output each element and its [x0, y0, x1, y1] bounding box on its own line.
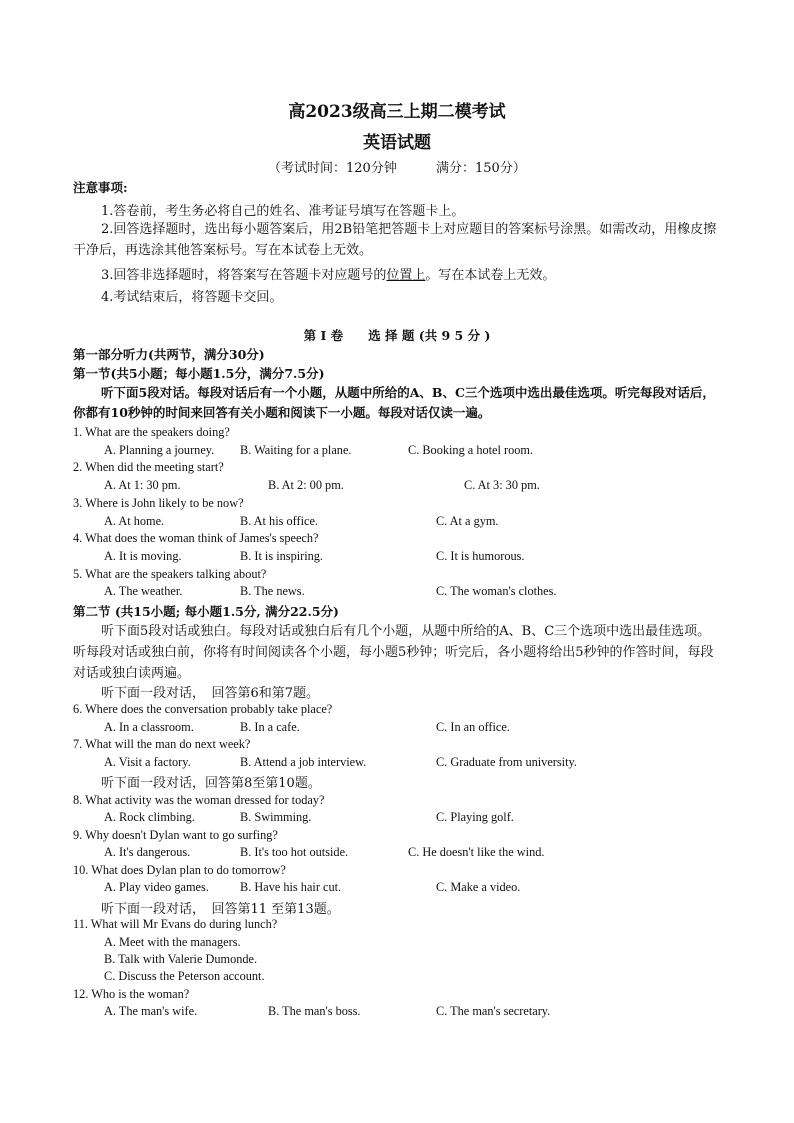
q10-option-b: B. Have his hair cut.	[240, 880, 342, 894]
q5-option-b: B. The news.	[240, 584, 305, 598]
q9-option-b: B. It's too hot outside.	[240, 845, 349, 859]
q12-option-a: A. The man's wife.	[104, 1004, 198, 1018]
q11-option-b: B. Talk with Valerie Dumonde.	[104, 952, 258, 966]
cue-q8-10: 听下面一段对话，回答第8至第10题。	[101, 776, 321, 791]
cue-q6-7: 听下面一段对话， 回答第6和第7题。	[101, 686, 320, 701]
note-1: 1.答卷前，考生务必将自己的姓名、准考证号填写在答题卡上。	[101, 204, 465, 219]
exam-title: 高2023级高三上期二模考试	[288, 102, 506, 122]
question-12: 12. Who is the woman?	[73, 987, 190, 1001]
q3-option-c: C. At a gym.	[436, 514, 499, 528]
q7-option-b: B. Attend a job interview.	[240, 755, 367, 769]
q4-option-c: C. It is humorous.	[436, 549, 525, 563]
q1-option-a: A. Planning a journey.	[104, 443, 215, 457]
question-8: 8. What activity was the woman dressed for today?	[73, 793, 325, 807]
q1-option-b: B. Waiting for a plane.	[240, 443, 352, 457]
note-4: 4.考试结束后，将答题卡交回。	[101, 290, 283, 305]
question-11: 11. What will Mr Evans do during lunch?	[73, 917, 278, 931]
volume-title: 第 I 卷 选 择 题 (共 9 5 分 )	[303, 328, 491, 343]
q8-option-b: B. Swimming.	[240, 810, 312, 824]
exam-subtitle: 英语试题	[363, 133, 431, 153]
question-6: 6. Where does the conversation probably take place?	[73, 702, 333, 716]
q8-option-c: C. Playing golf.	[436, 810, 514, 824]
question-10: 10. What does Dylan plan to do tomorrow?	[73, 863, 286, 877]
q7-option-a: A. Visit a factory.	[104, 755, 191, 769]
q9-option-a: A. It's dangerous.	[104, 845, 191, 859]
q9-option-c: C. He doesn't like the wind.	[408, 845, 545, 859]
question-1: 1. What are the speakers doing?	[73, 425, 230, 439]
exam-time: （考试时间：120分钟	[268, 161, 397, 176]
q2-option-b: B. At 2: 00 pm.	[268, 478, 344, 492]
q11-option-a: A. Meet with the managers.	[104, 935, 241, 949]
q3-option-b: B. At his office.	[240, 514, 318, 528]
q11-option-c: C. Discuss the Peterson account.	[104, 969, 265, 983]
q2-option-c: C. At 3: 30 pm.	[464, 478, 540, 492]
q6-option-a: A. In a classroom.	[104, 720, 194, 734]
q5-option-a: A. The weather.	[104, 584, 183, 598]
q10-option-c: C. Make a video.	[436, 880, 521, 894]
cue-q11-13: 听下面一段对话， 回答第11 至第13题。	[101, 902, 340, 917]
section2-heading: 第二节 (共15小题; 每小题1.5分, 满分22.5分)	[73, 604, 339, 619]
q8-option-a: A. Rock climbing.	[104, 810, 195, 824]
q7-option-c: C. Graduate from university.	[436, 755, 577, 769]
section1-instructions: 听下面5段对话。每段对话后有一个小题，从题中所给的A、B、C三个选项中选出最佳选项。听完每段对话后，你都有10秒钟的时间来回答有关小题和阅读下一小题。每段对话仅读一遍。	[73, 385, 715, 420]
q6-option-b: B. In a cafe.	[240, 720, 300, 734]
q6-option-c: C. In an office.	[436, 720, 510, 734]
q2-option-a: A. At 1: 30 pm.	[104, 478, 181, 492]
section2-instructions: 听下面5段对话或独白。每段对话或独白后有几个小题，从题中所给的A、B、C三个选项中选出最佳选项。听每段对话或独白前，你将有时间阅读各个小题，每小题5秒钟；听完后，各小题将给出5秒钟的作答时间，每段对话或独白读两遍。	[73, 624, 714, 681]
question-4: 4. What does the woman think of James's speech?	[73, 531, 319, 545]
note-2: 2.回答选择题时，选出每小题答案后，用2B铅笔把答题卡上对应题目的答案标号涂黑。如需改动，用橡皮擦干净后，再选涂其他答案标号。写在本试卷上无效。	[73, 222, 717, 258]
section1-heading: 第一节(共5小题；每小题1.5分，满分7.5分)	[73, 366, 325, 381]
q3-option-a: A. At home.	[104, 514, 165, 528]
notes-heading: 注意事项:	[73, 180, 128, 195]
question-9: 9. Why doesn't Dylan want to go surfing?	[73, 828, 278, 842]
q1-option-c: C. Booking a hotel room.	[408, 443, 534, 457]
question-3: 3. Where is John likely to be now?	[73, 496, 244, 510]
exam-score: 满分：150分）	[436, 161, 526, 176]
question-7: 7. What will the man do next week?	[73, 737, 251, 751]
q12-option-b: B. The man's boss.	[268, 1004, 361, 1018]
question-2: 2. When did the meeting start?	[73, 460, 224, 474]
q10-option-a: A. Play video games.	[104, 880, 209, 894]
part1-heading: 第一部分听力(共两节，满分30分)	[73, 347, 265, 362]
note-3: 3.回答非选择题时，将答案写在答题卡对应题号的位置上。写在本试卷上无效。	[101, 268, 556, 283]
question-5: 5. What are the speakers talking about?	[73, 567, 267, 581]
q4-option-b: B. It is inspiring.	[240, 549, 324, 563]
q4-option-a: A. It is moving.	[104, 549, 182, 563]
q12-option-c: C. The man's secretary.	[436, 1004, 551, 1018]
q5-option-c: C. The woman's clothes.	[436, 584, 557, 598]
